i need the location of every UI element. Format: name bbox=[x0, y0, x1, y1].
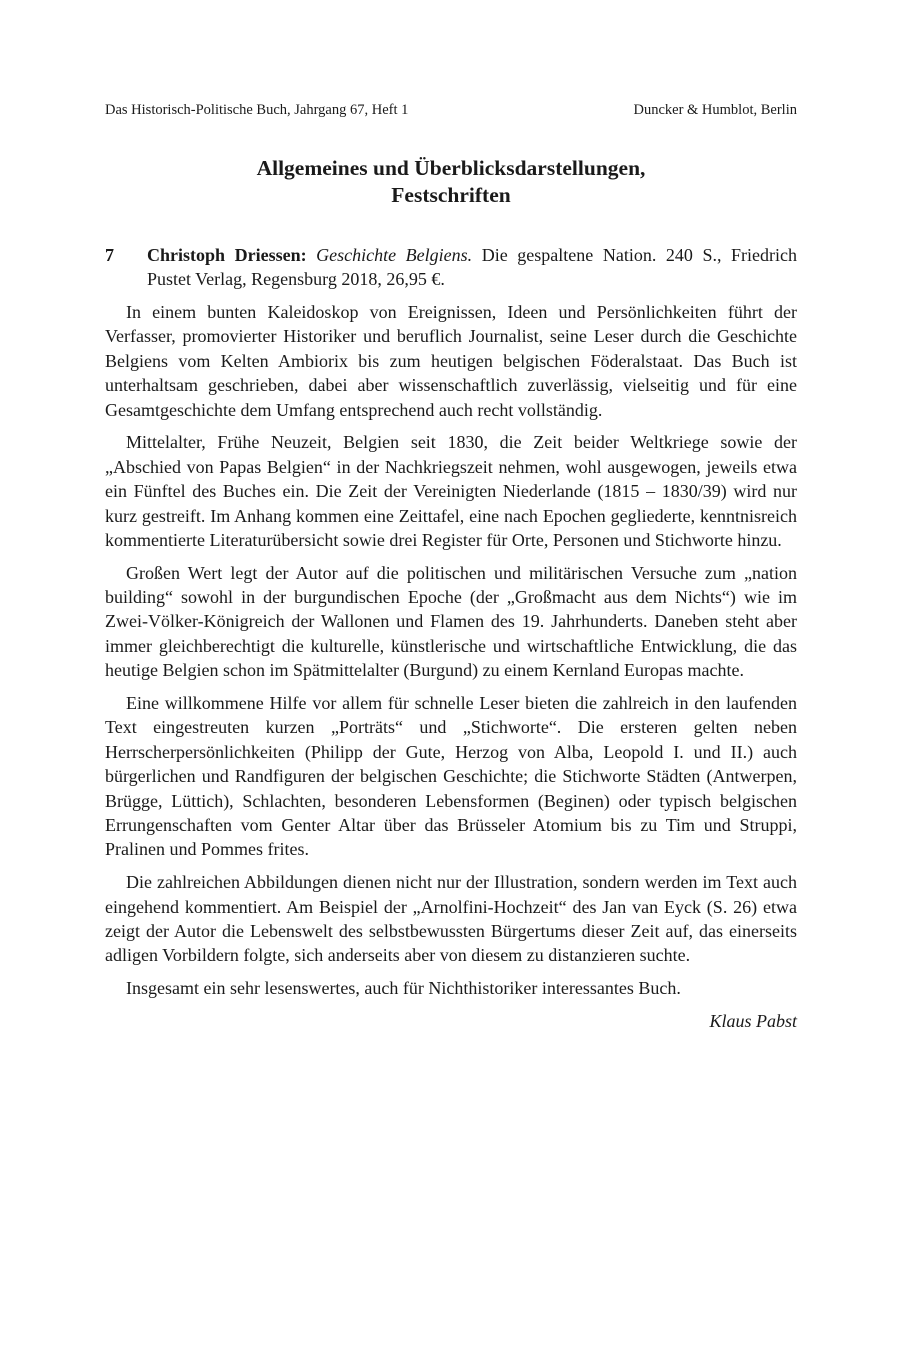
book-author: Christoph Driessen: bbox=[147, 245, 307, 265]
book-citation bbox=[147, 243, 797, 291]
paragraph: Mittelalter, Frühe Neuzeit, Belgien seit 1830, die Zeit beider Weltkriege sowie der „Abschied von Papas Belgien“ in der Nachkriegszeit nehmen, wohl ausgewogen, jeweils etwa ein Fünftel des Buches ein. Die Zeit der Vereinigten Niederlande (1815 – 1830/39) wird nur kurz gestreift. Im Anhang kommen eine Zeittafel, eine nach Epochen gegliederte, kenntnisreich kommentierte Literaturübersicht sowie drei Register für Orte, Personen und Stichworte hinzu. bbox=[105, 432, 797, 550]
section-title-line-2: Festschriften bbox=[391, 183, 511, 207]
journal-title: Das Historisch-Politische Buch, Jahrgang 67, Heft 1 bbox=[105, 102, 409, 118]
review-body bbox=[105, 300, 797, 1033]
publisher: Duncker & Humblot, Berlin bbox=[633, 102, 797, 118]
section-title-line-1: Allgemeines und Überblicksdarstellungen, bbox=[256, 156, 646, 180]
paragraph: Eine willkommene Hilfe vor allem für schnelle Leser bieten die zahlreich in den laufenden Text eingestreuten kurzen „Porträts“ und „Stichworte“. Die ersteren gelten neben Herrscherpersönlichkeiten (Philipp der Gute, Herzog von Alba, Leopold I. und II.) auch bürgerlichen und Randfiguren der belgischen Geschichte; die Stichworte Städten (Antwerpen, Brügge, Lüttich), Schlachten, besonderen Lebensformen (Beginen) oder typisch belgischen Errungenschaften vom Genter Altar über das Brüsseler Atomium bis zu Tim und Struppi, Pralinen und Pommes frites. bbox=[105, 692, 797, 860]
paragraph: In einem bunten Kaleidoskop von Ereignissen, Ideen und Persönlichkeiten führt der Verfasser, promovierter Historiker und beruflich Journalist, seine Leser durch die Geschichte Belgiens vom Kelten Ambiorix bis zum heutigen belgischen Föderalstaat. Das Buch ist unterhaltsam geschrieben, dabei aber wissenschaftlich zuverlässig, vielseitig und für eine Gesamtgeschichte dem Umfang entsprechend auch recht vollständig. bbox=[105, 302, 797, 420]
book-title: Geschichte Belgiens. bbox=[316, 245, 473, 265]
paragraph: Großen Wert legt der Autor auf die politischen und militärischen Versuche zum „nation building“ sowohl in der burgundischen Epoche (der „Großmacht aus dem Nichts“) wie im Zwei-Völker-Königreich der Wallonen und Flamen des 19. Jahrhunderts. Daneben steht aber immer gleichberechtigt die kulturelle, künstlerische und wirtschaftliche Entwicklung, die das heutige Belgien schon im Spätmittelalter (Burgund) zu einem Kernland Europas machte. bbox=[105, 562, 797, 681]
paragraph: Insgesamt ein sehr lesenswertes, auch für Nichthistoriker interessantes Buch. bbox=[126, 978, 681, 999]
review-entry-heading bbox=[105, 243, 797, 291]
paragraph: Die zahlreichen Abbildungen dienen nicht nur der Illustration, sondern werden im Text auch eingehend kommentiert. Am Beispiel der „Arnolfini-Hochzeit“ des Jan van Eyck (S. 26) etwa zeigt der Autor die Lebenswelt des selbstbewussten Bürgertums dieser Zeit auf, das einerseits adligen Vorbildern folgte, sich anderseits aber von diesem zu distanzieren suchte. bbox=[105, 872, 797, 966]
section-title bbox=[105, 155, 797, 209]
running-header bbox=[105, 101, 797, 119]
reviewer-signature: Klaus Pabst bbox=[709, 1010, 797, 1031]
book-details: Die gespaltene Nation. 240 S., Friedrich Pustet Verlag, Regensburg 2018, 26,95 €. bbox=[147, 245, 798, 289]
entry-number: 7 bbox=[105, 245, 114, 265]
